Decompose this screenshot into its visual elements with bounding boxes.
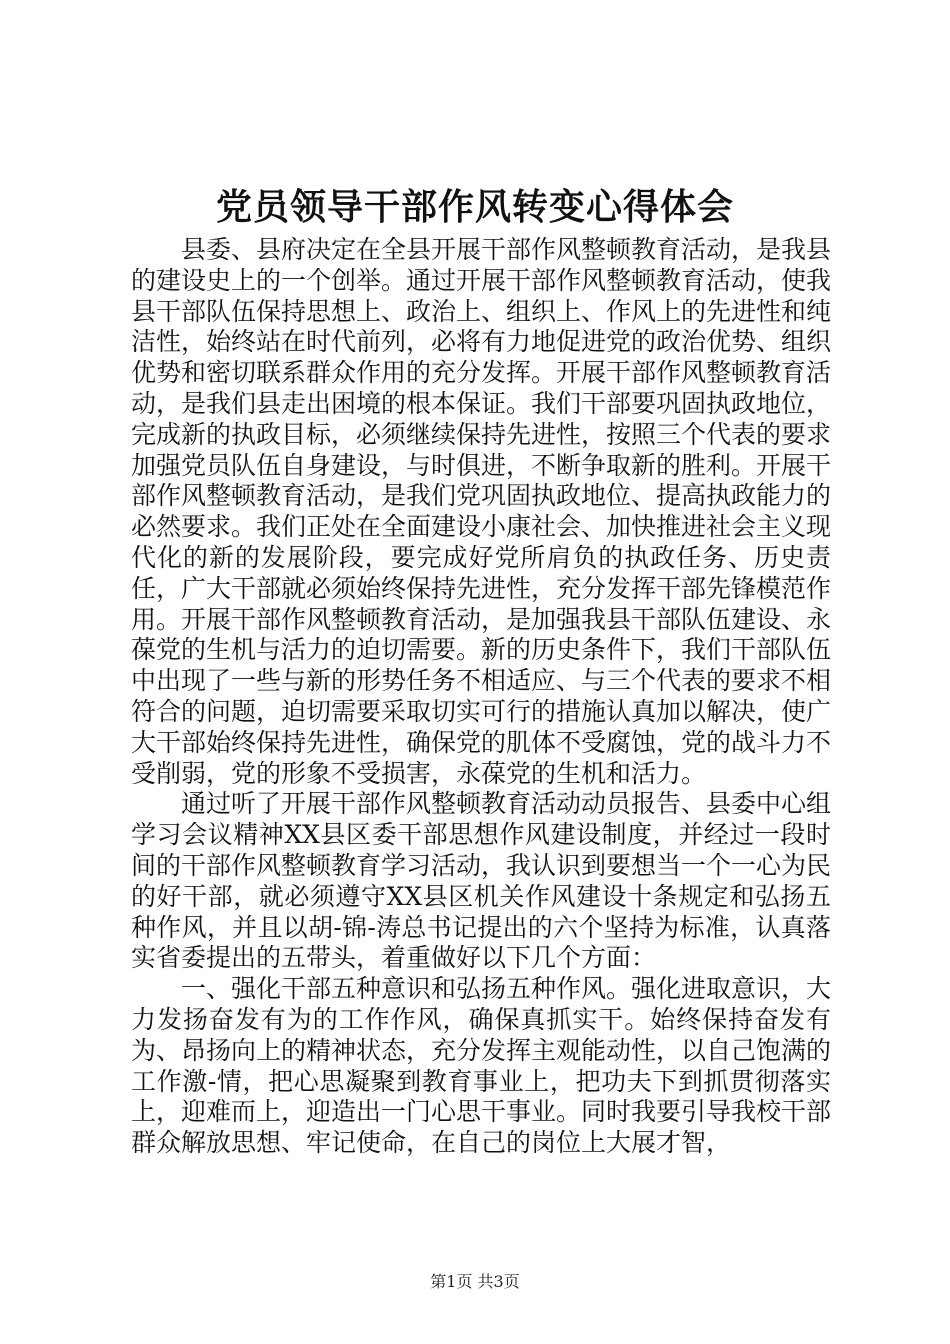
document-body xyxy=(131,235,831,1159)
page-number-footer: 第1页 共3页 xyxy=(430,1272,520,1291)
paragraph-1: 县委、县府决定在全县开展干部作风整顿教育活动，是我县的建设史上的一个创举。通过开展干部作风整顿教育活动，使我县干部队伍保持思想上、政治上、组织上、作风上的先进性和纯洁性，始终站在时代前列，必将有力地促进党的政治优势、组织优势和密切联系群众作用的充分发挥。开展干部作风整顿教育活动，是我们县走出困境的根本保证。我们干部要巩固执政地位，完成新的执政目标，必须继续保持先进性，按照三个代表的要求加强党员队伍自身建设，与时俱进，不断争取新的胜利。开展干部作风整顿教育活动，是我们党巩固执政地位、提高执政能力的必然要求。我们正处在全面建设小康社会、加快推进社会主义现代化的新的发展阶段，要完成好党所肩负的执政任务、历史责任，广大干部就必须始终保持先进性，充分发挥干部先锋模范作用。开展干部作风整顿教育活动，是加强我县干部队伍建设、永葆党的生机与活力的迫切需要。新的历史条件下，我们干部队伍中出现了一些与新的形势任务不相适应、与三个代表的要求不相符合的问题，迫切需要采取切实可行的措施认真加以解决，使广大干部始终保持先进性，确保党的肌体不受腐蚀，党的战斗力不受削弱，党的形象不受损害，永葆党的生机和活力。 xyxy=(131,235,832,788)
paragraph-3: 一、强化干部五种意识和弘扬五种作风。强化进取意识，大力发扬奋发有为的工作作风，确保真抓实干。始终保持奋发有为、昂扬向上的精神状态，充分发挥主观能动性，以自己饱满的工作激-情，把心思凝聚到教育事业上，把功夫下到抓贯彻落实上，迎难而上，迎造出一门心思干事业。同时我要引导我校干部群众解放思想、牢记使命，在自己的岗位上大展才智， xyxy=(131,974,832,1158)
page-title: 党员领导干部作风转变心得体会 xyxy=(215,186,734,228)
paragraph-2: 通过听了开展干部作风整顿教育活动动员报告、县委中心组学习会议精神XX县区委干部思想作风建设制度，并经过一段时间的干部作风整顿教育学习活动，我认识到要想当一个一心为民的好干部，就必须遵守XX县区机关作风建设十条规定和弘扬五种作风，并且以胡-锦-涛总书记提出的六个坚持为标准，认真落实省委提出的五带头，着重做好以下几个方面： xyxy=(131,789,832,973)
